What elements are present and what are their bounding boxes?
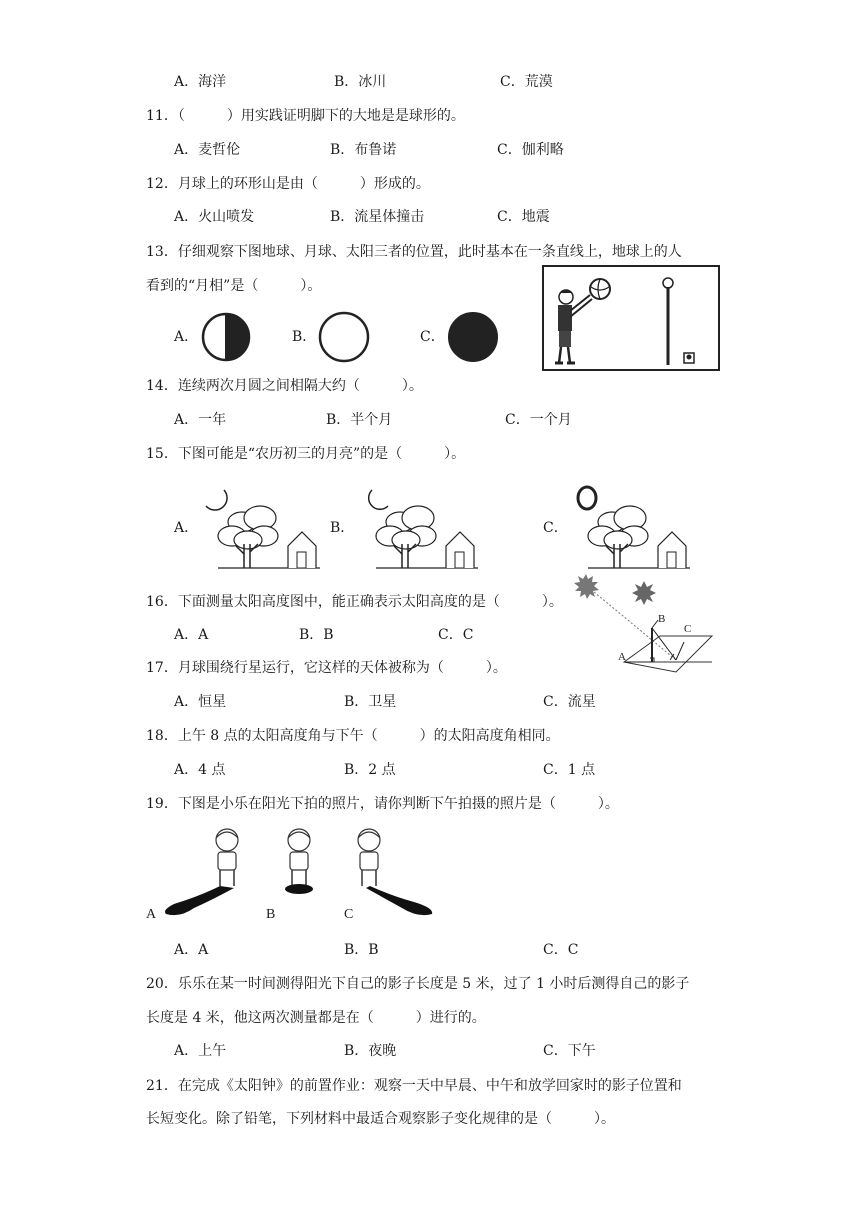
question-12: 12．月球上的环形山是由（ ）形成的。 [146,176,430,192]
question-13-line-1: 13．仔细观察下图地球、月球、太阳三者的位置，此时基本在一条直线上，地球上的人 [146,244,682,260]
question-21-line-1: 21．在完成《太阳钟》的前置作业：观察一天中早晨、中午和放学回家时的影子位置和 [146,1078,682,1094]
q10-option-c: C．荒漠 [500,74,553,90]
q16-option-c: C．C [438,627,474,643]
photo-label-a: A [146,907,157,922]
q15-option-b-label: B． [330,520,355,536]
q15-option-c-label: C． [543,520,568,536]
q12-option-c: C．地震 [497,209,550,225]
question-13-line-2: 看到的“月相”是（ ）。 [146,278,322,294]
question-14: 14．连续两次月圆之间相隔大约（ ）。 [146,378,423,394]
q13-option-c-label: C． [420,329,445,345]
photo-label-b: B [266,907,276,922]
q20-option-a: A．上午 [174,1043,227,1059]
figure-label-c: C [684,623,692,635]
q12-option-b: B．流星体撞击 [330,209,425,225]
q17-option-a: A．恒星 [174,694,227,710]
figure-label-a: A [618,651,626,663]
full-moon-icon [317,310,371,364]
q20-option-b: B．夜晚 [344,1043,397,1059]
q12-option-a: A．火山喷发 [174,209,255,225]
q20-option-c: C．下午 [543,1043,596,1059]
sun-altitude-diagram [572,572,714,678]
boy-shadow-figure [144,826,440,922]
q18-option-a: A．4 点 [174,762,226,778]
new-moon-icon [446,310,500,364]
question-20-line-1: 20．乐乐在某一时间测得阳光下自己的影子长度是 5 米，过了 1 小时后测得自己的影子 [146,976,690,992]
photo-label-c: C [344,907,354,922]
half-moon-icon [200,311,252,363]
question-21-line-2: 长短变化。除了铅笔，下列材料中最适合观察影子变化规律的是（ ）。 [146,1111,615,1127]
question-19: 19．下图是小乐在阳光下拍的照片，请你判断下午拍摄的照片是（ ）。 [146,796,619,812]
question-11: 11．（ ）用实践证明脚下的大地是是球形的。 [146,108,465,124]
q13-option-a-label: A． [174,329,199,345]
question-16: 16．下面测量太阳高度图中，能正确表示太阳高度的是（ ）。 [146,594,563,610]
q16-option-b: B．B [299,627,334,643]
q11-option-a: A．麦哲伦 [174,142,241,158]
figure-label-b: B [658,613,666,625]
question-18: 18．上午 8 点的太阳高度角与下午（ ）的太阳高度角相同。 [146,728,560,744]
q19-option-b: B．B [344,942,379,958]
q10-option-a: A．海洋 [174,74,227,90]
full-moon-scene [570,484,700,574]
q14-option-c: C．一个月 [505,412,572,428]
q11-option-c: C．伽利略 [497,142,564,158]
q16-option-a: A．A [174,627,209,643]
q19-option-c: C．C [543,942,579,958]
question-20-line-2: 长度是 4 米，他这两次测量都是在（ ）进行的。 [146,1010,486,1026]
question-15: 15．下图可能是“农历初三的月亮”的是（ ）。 [146,446,466,462]
crescent-moon-left-scene [358,484,488,574]
crescent-moon-right-scene [200,484,330,574]
q17-option-b: B．卫星 [344,694,397,710]
q18-option-b: B．2 点 [344,762,396,778]
q19-option-a: A．A [174,942,209,958]
q11-option-b: B．布鲁诺 [330,142,397,158]
q15-option-a-label: A． [174,520,199,536]
q17-option-c: C．流星 [543,694,596,710]
q10-option-b: B．冰川 [334,74,387,90]
q13-option-b-label: B． [292,329,317,345]
q14-option-b: B．半个月 [326,412,393,428]
q14-option-a: A．一年 [174,412,227,428]
q18-option-c: C．1 点 [543,762,596,778]
basketball-player-figure [542,265,720,371]
question-17: 17．月球围绕行星运行，它这样的天体被称为（ ）。 [146,660,507,676]
